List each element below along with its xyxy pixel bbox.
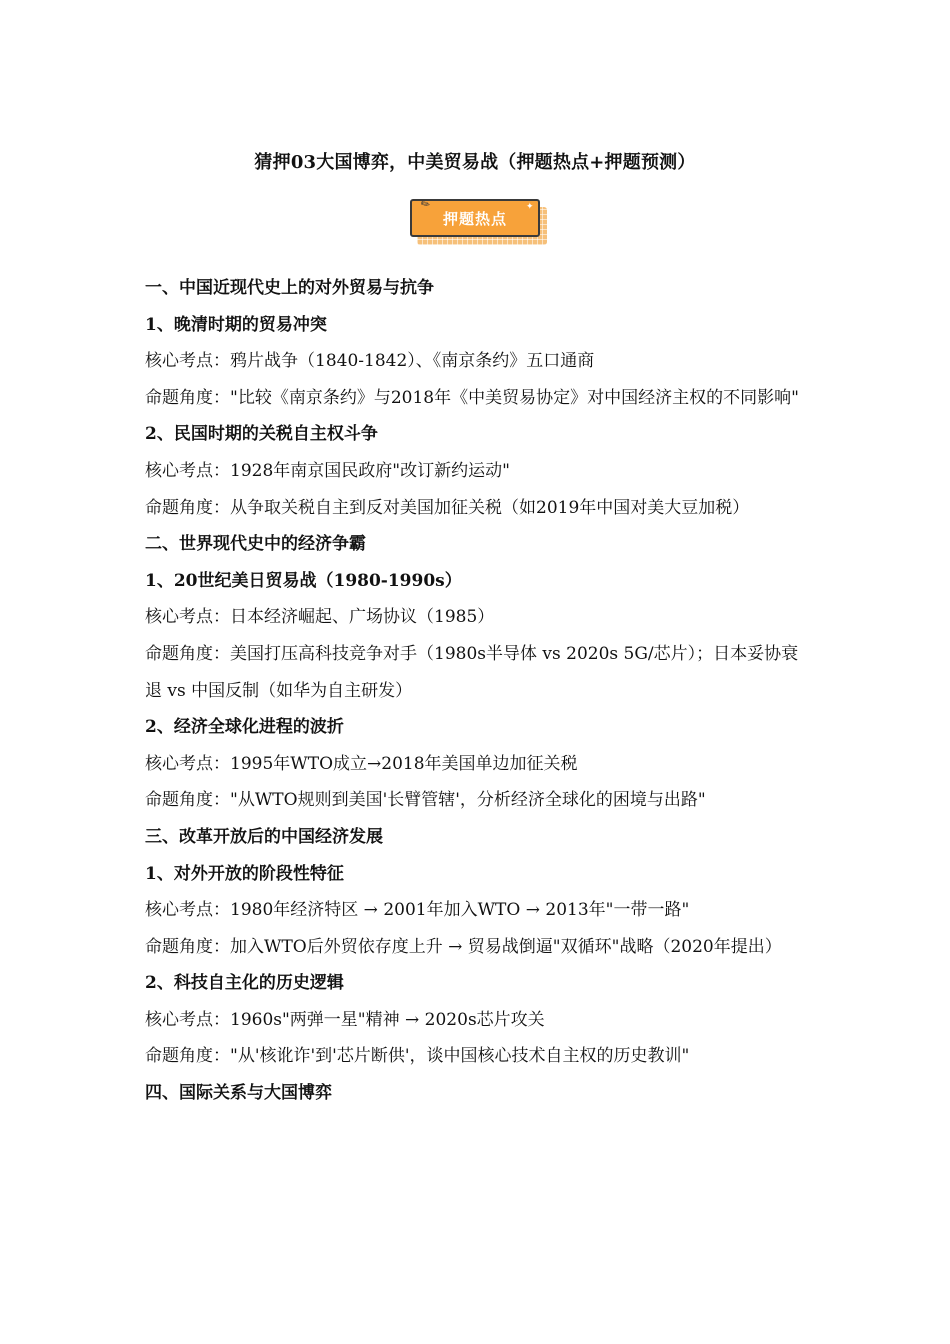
section-badge (410, 196, 550, 251)
section-heading: 三、改革开放后的中国经济发展 (145, 826, 383, 847)
page-title: 猜押03大国博弈，中美贸易战（押题热点+押题预测） (254, 152, 696, 173)
subsection-heading: 2、经济全球化进程的波折 (145, 717, 344, 738)
core-point: 核心考点：日本经济崛起、广场协议（1985） (145, 607, 495, 628)
subsection-heading: 1、晚清时期的贸易冲突 (145, 314, 327, 335)
question-angle: 命题角度："从WTO规则到美国'长臂管辖'，分析经济全球化的困境与出路" (145, 790, 706, 811)
question-angle: 命题角度：美国打压高科技竞争对手（1980s半导体 vs 2020s 5G/芯片）；日本妥协衰退 vs 中国反制（如华为自主研发） (145, 643, 799, 701)
subsection-heading: 2、民国时期的关税自主权斗争 (145, 424, 378, 445)
section-heading: 四、国际关系与大国博弈 (145, 1083, 332, 1104)
section-heading: 二、世界现代史中的经济争霸 (145, 534, 366, 555)
question-angle: 命题角度：从争取关税自主到反对美国加征关税（如2019年中国对美大豆加税） (145, 497, 750, 518)
core-point: 核心考点：1928年南京国民政府"改订新约运动" (145, 460, 510, 481)
subsection-heading: 1、20世纪美日贸易战（1980-1990s） (145, 570, 462, 591)
question-angle: 命题角度：加入WTO后外贸依存度上升 → 贸易战倒逼"双循环"战略（2020年提出） (145, 936, 782, 957)
core-point: 核心考点：1995年WTO成立→2018年美国单边加征关税 (145, 753, 578, 774)
core-point: 核心考点：鸦片战争（1840-1842）、《南京条约》五口通商 (145, 351, 595, 372)
question-angle: 命题角度："从'核讹诈'到'芯片断供'，谈中国核心技术自主权的历史教训" (145, 1046, 690, 1067)
subsection-heading: 2、科技自主化的历史逻辑 (145, 973, 344, 994)
core-point: 核心考点：1960s"两弹一星"精神 → 2020s芯片攻关 (145, 1009, 545, 1030)
question-angle: 命题角度："比较《南京条约》与2018年《中美贸易协定》对中国经济主权的不同影响" (145, 387, 799, 408)
sparkle-icon: ✦ (526, 202, 534, 212)
section-heading: 一、中国近现代史上的对外贸易与抗争 (145, 278, 434, 298)
badge-label: 押题热点 (410, 199, 540, 237)
core-point: 核心考点：1980年经济特区 → 2001年加入WTO → 2013年"一带一路" (145, 900, 690, 921)
document-body (145, 270, 810, 1112)
subsection-heading: 1、对外开放的阶段性特征 (145, 863, 344, 884)
pencil-icon: ✎ (418, 196, 433, 213)
